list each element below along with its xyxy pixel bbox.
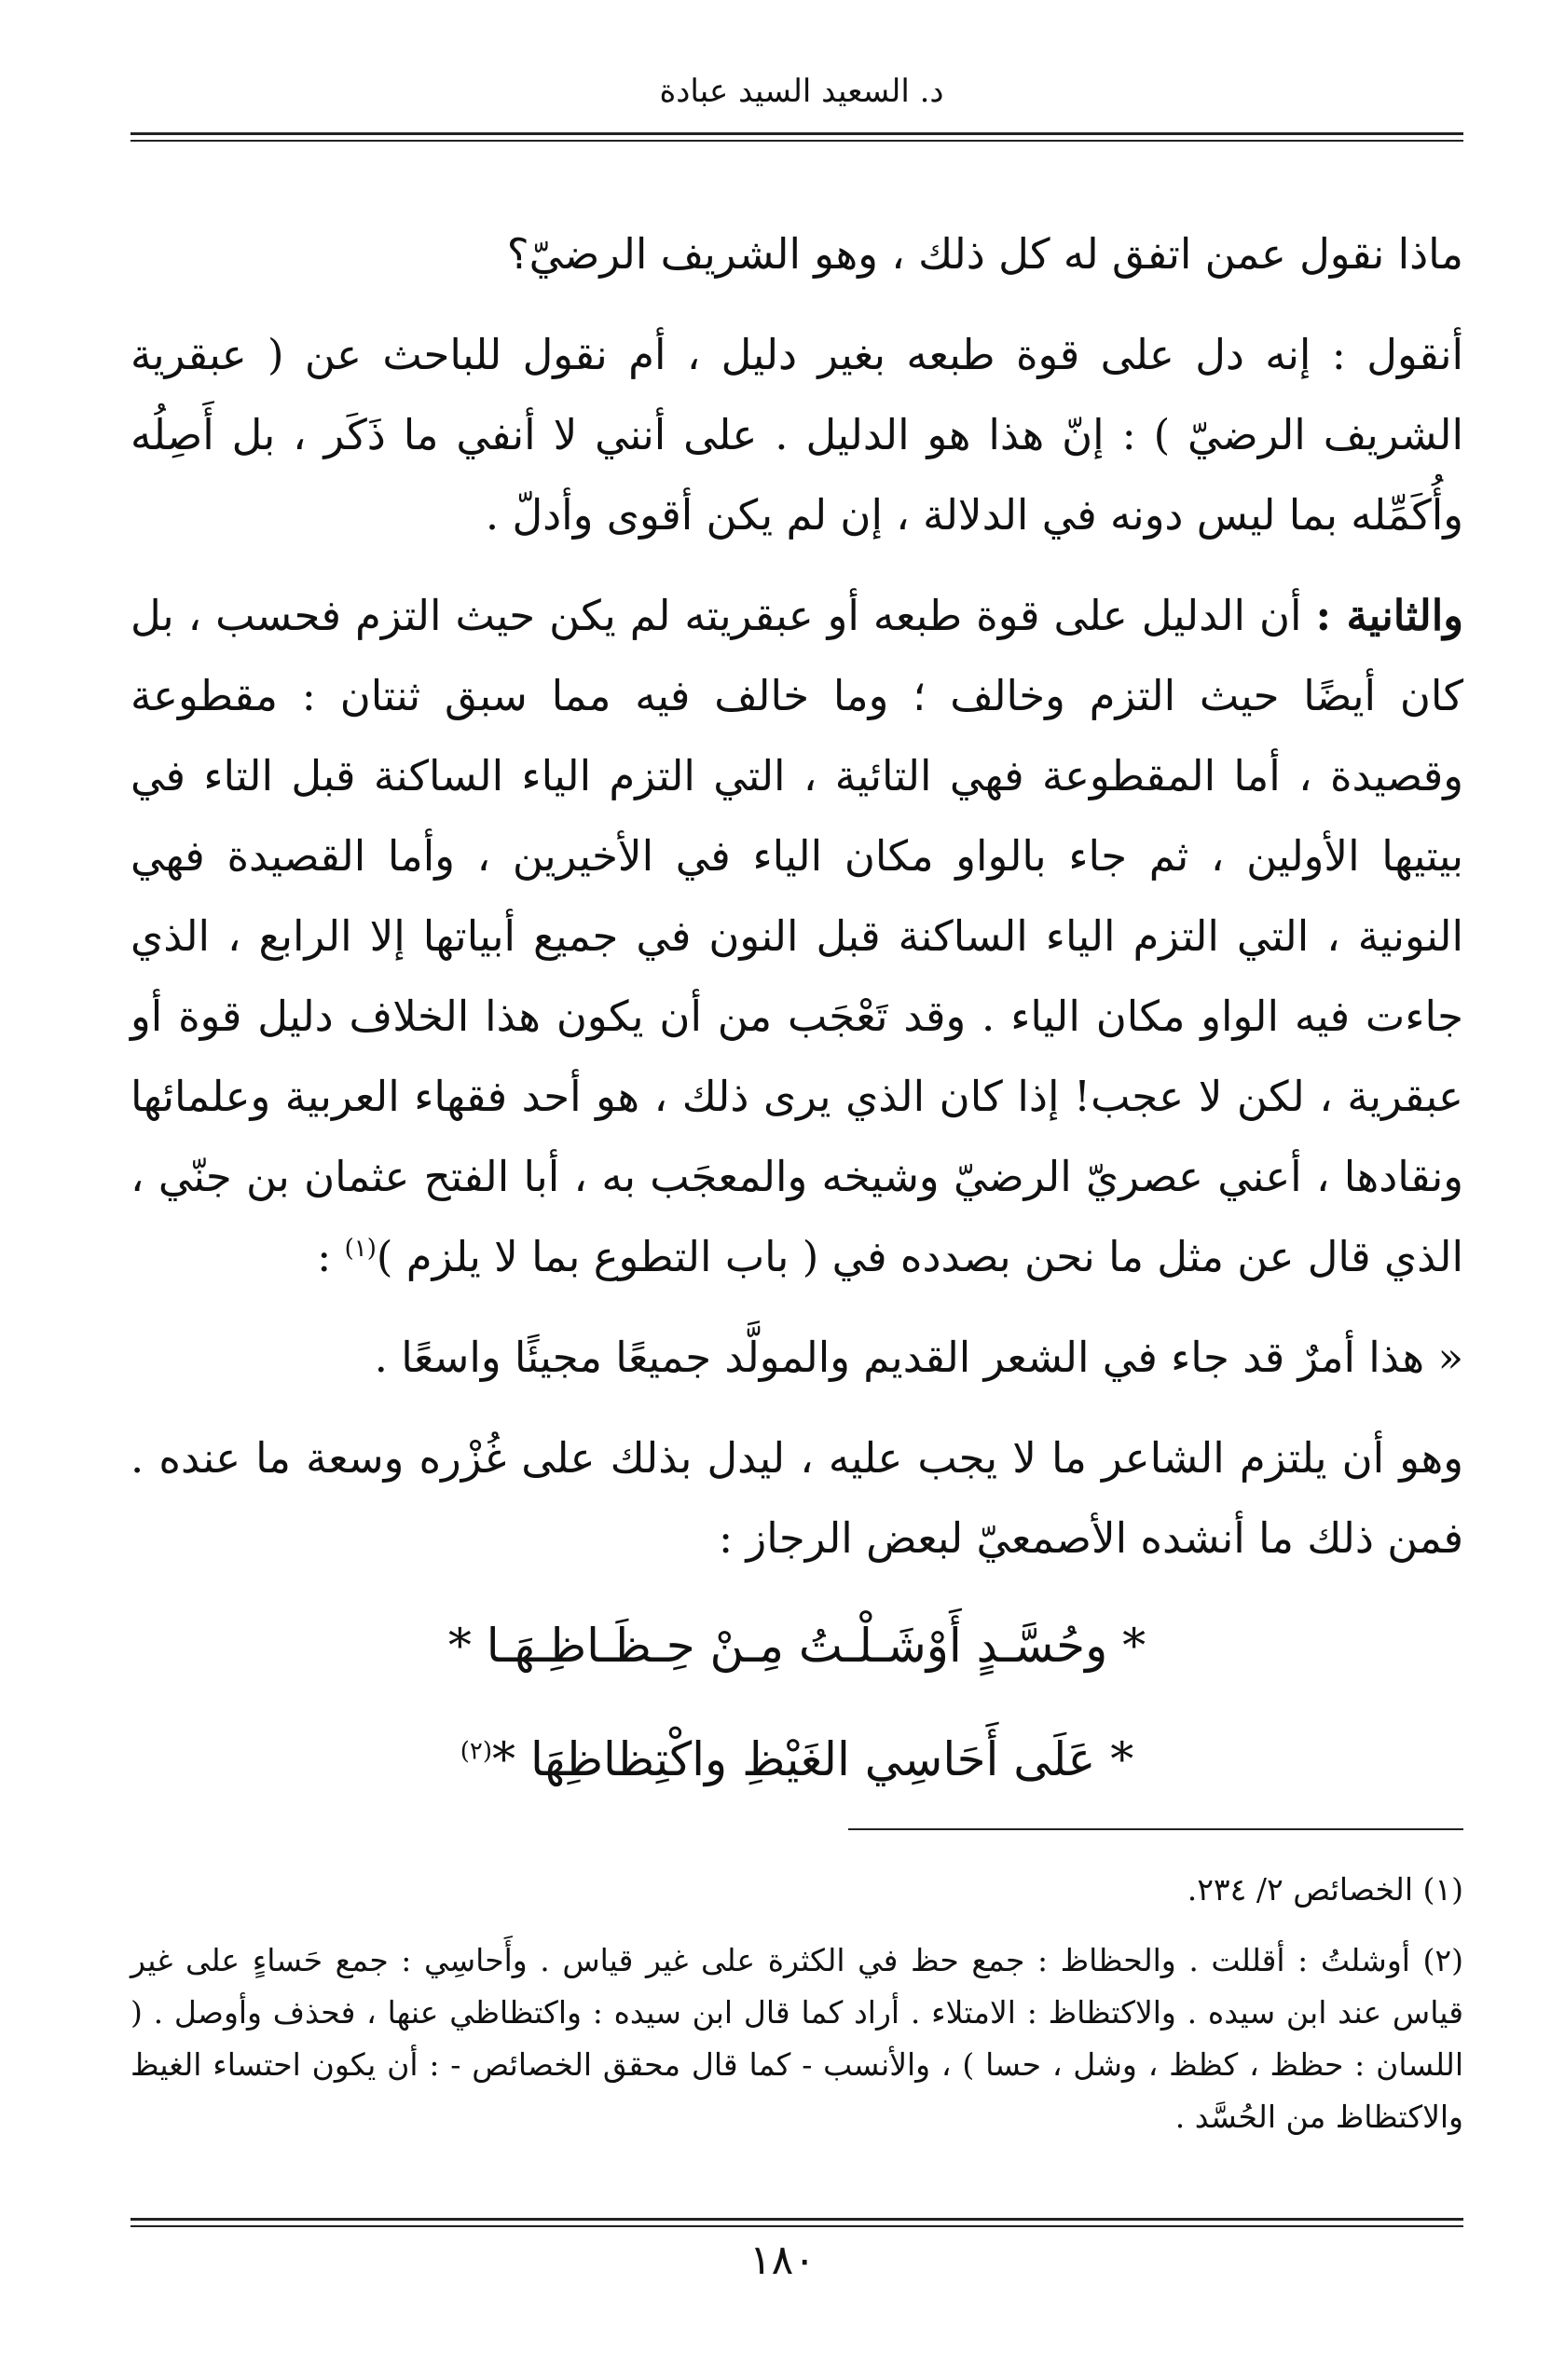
footnote: (٢) أوشلتُ : أقللت . والحظاظ : جمع حظ في الكثرة على غير قياس . وأَحاسِي : جمع حَساءٍ على غير قياس عند ابن سيده . والاكتظاظ : الامتلاء . أراد كما قال ابن سيده : واكتظاظي عنها ، فحذف وأوصل . ( اللسان : حظظ ، كظظ ، وشل ، حسا ) ، والأنسب - كما قال محقق الخصائص - : أن يكون احتساء الغيظ والاكتظاظ من الحُسَّد . — [130, 1942, 1463, 2135]
page-number: ١٨٠ — [749, 2236, 816, 2284]
footer-rule — [130, 2218, 1463, 2227]
verse-line: * وحُسَّـدٍ أَوْشَـلْـتُ مِـنْ حِـظَـاظِـهَـا * — [447, 1619, 1146, 1673]
paragraph-text-end: : — [317, 1232, 345, 1281]
header-rule — [130, 132, 1463, 142]
footnote-separator — [848, 1828, 1463, 1830]
running-header: د. السعيد السيد عبادة — [659, 73, 944, 110]
paragraph — [130, 576, 1463, 1297]
paragraph: ماذا نقول عمن اتفق له كل ذلك ، وهو الشريف الرضيّ؟ — [506, 229, 1463, 279]
quotation: « هذا أمرٌ قد جاء في الشعر القديم والمولَّد جميعًا مجيئًا واسعًا . — [374, 1333, 1463, 1382]
footnote-ref: (٢) — [460, 1737, 493, 1766]
main-text — [130, 214, 1463, 1826]
paragraph-text: أن الدليل على قوة طبعه أو عبقريته لم يكن حيث التزم فحسب ، بل كان أيضًا حيث التزم وخالف ؛ وما خالف فيه مما سبق ثنتان : مقطوعة وقصيدة ، أما المقطوعة فهي التائية ، التي التزم الياء الساكنة قبل التاء في بيتيها الأولين ، ثم جاء بالواو مكان الياء في الأخيرين ، وأما القصيدة فهي النونية ، التي التزم الياء الساكنة قبل النون في جميع أبياتها إلا الرابع ، الذي جاءت فيه الواو مكان الياء . وقد تَعْجَب من أن يكون هذا الخلاف دليل قوة أو عبقرية ، لكن لا عجب! إذا كان الذي يرى ذلك ، هو أحد فقهاء العربية وعلمائها ونقادها ، أعني عصريّ الرضيّ وشيخه والمعجَب به ، أبا الفتح عثمان بن جنّي ، الذي قال عن مثل ما نحن بصدده في ( باب التطوع بما لا يلزم ) — [130, 591, 1463, 1281]
verse-text: * عَلَى أَحَاسِي الغَيْظِ واكْتِظاظِهَا * — [492, 1732, 1134, 1786]
footnote-ref: (١) — [344, 1235, 377, 1263]
footnote: (١) الخصائص ٢/ ٢٣٤. — [1187, 1871, 1463, 1908]
paragraph: وهو أن يلتزم الشاعر ما لا يجب عليه ، ليدل بذلك على غُزْره وسعة ما عنده . فمن ذلك ما أنشده الأصمعيّ لبعض الرجاز : — [130, 1433, 1463, 1563]
verse-line — [130, 1713, 1463, 1806]
paragraph: أنقول : إنه دل على قوة طبعه بغير دليل ، أم نقول للباحث عن ( عبقرية الشريف الرضيّ ) : إنّ هذا هو الدليل . على أنني لا أنفي ما ذَكَر ، بل أَصِلُه وأُكَمِّله بما ليس دونه في الدلالة ، إن لم يكن أقوى وأدلّ . — [130, 330, 1463, 540]
footnotes — [130, 1864, 1463, 2162]
paragraph-lead: والثانية : — [1315, 591, 1463, 640]
